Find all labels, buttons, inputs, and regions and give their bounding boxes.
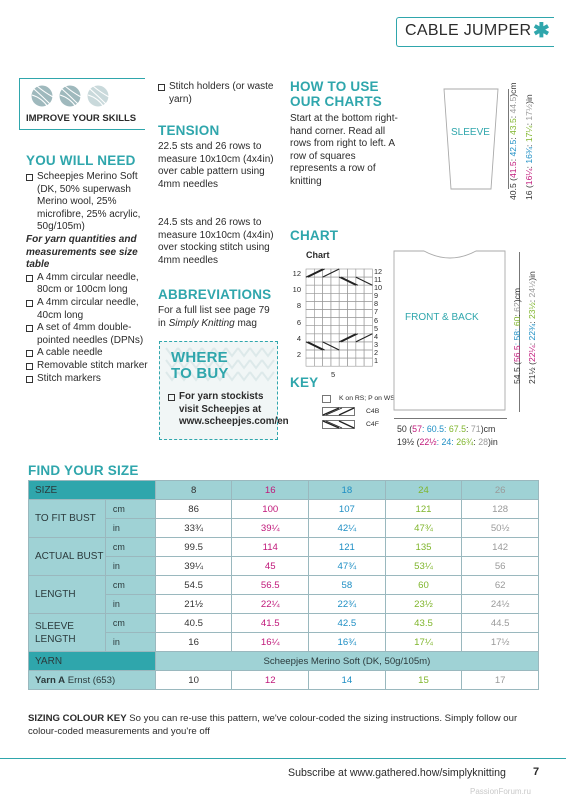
find-your-size-heading: FIND YOUR SIZE: [28, 463, 139, 478]
table-row: [29, 595, 539, 614]
yarn-value: Scheepjes Merino Soft (DK, 50g/105m): [155, 652, 538, 671]
list-item: A 4mm circular needle, 80cm or 100cm long: [26, 272, 153, 297]
chart-cell: [323, 318, 331, 326]
table-cell: 43.5: [385, 614, 462, 633]
chart-cell: [306, 334, 314, 342]
table-row: [29, 576, 539, 595]
unit-label: in: [105, 595, 155, 614]
chart-cell: [331, 326, 339, 334]
how-to-use-text: Start at the bottom right-hand corner. Read all rows from right to left. A row of squares represents a row of knitting: [290, 113, 398, 187]
row-number: 8: [296, 301, 301, 311]
size-table: [28, 480, 539, 690]
table-cell: 17½: [462, 633, 539, 652]
chart-cell: [306, 285, 314, 293]
skills-label: IMPROVE YOUR SKILLS: [26, 113, 137, 124]
table-cell: 56.5: [232, 576, 309, 595]
table-cell: 86: [155, 500, 232, 519]
cable-back-icon: [322, 407, 356, 416]
chart-cell: [323, 358, 331, 366]
checkbox-icon: [26, 300, 33, 307]
body-width-cm: 50 (57: 60.5: 67.5: 71)cm: [397, 424, 496, 434]
key-item: C4B: [322, 407, 402, 420]
sleeve-measurement-cm: 40.5 (41.5: 42.5: 43.5: 44.5)cm: [508, 82, 518, 200]
table-cell: 58: [309, 576, 386, 595]
stitch-holders-item: Stitch holders (or waste yarn): [158, 81, 284, 106]
chart-cell: [306, 326, 314, 334]
chart-cell: [364, 326, 372, 334]
chart-cell: [323, 285, 331, 293]
you-will-need-heading: YOU WILL NEED: [26, 153, 136, 168]
chart-cell: [339, 342, 347, 350]
header-bar: [396, 17, 554, 47]
row-number: 6: [296, 317, 301, 327]
chart-cell: [364, 342, 372, 350]
sleeve-label: SLEEVE: [451, 127, 490, 138]
table-cell: 135: [385, 538, 462, 557]
table-cell: 44.5: [462, 614, 539, 633]
row-number: 6: [374, 315, 379, 325]
tension-text-1: 22.5 sts and 26 rows to measure 10x10cm (4x4in) over cable pattern using 4mm needles: [158, 141, 274, 190]
chart-cell: [356, 342, 364, 350]
size-cell: 8: [155, 481, 232, 500]
table-cell: 39¼: [232, 519, 309, 538]
chart-right-row-numbers: [374, 268, 386, 365]
table-cell: 16¼: [232, 633, 309, 652]
table-cell: 16: [155, 633, 232, 652]
watermark: PassionForum.ru: [470, 787, 531, 796]
chart-cell: [348, 342, 356, 350]
table-cell: 114: [232, 538, 309, 557]
chart-cell: [356, 310, 364, 318]
body-length-in: 21½ (22¼: 22¾: 23½: 24½)in: [527, 271, 537, 384]
unit-label: in: [105, 633, 155, 652]
table-cell: 107: [309, 500, 386, 519]
chart-cell: [314, 318, 322, 326]
list-item: A cable needle: [26, 347, 153, 360]
table-cell: 24½: [462, 595, 539, 614]
chart-cell: [323, 310, 331, 318]
table-cell: 62: [462, 576, 539, 595]
chart-cell: [306, 350, 314, 358]
chart-cell: [356, 318, 364, 326]
where-to-buy-box: [159, 341, 289, 440]
front-back-label: FRONT & BACK: [405, 312, 479, 323]
tension-heading: TENSION: [158, 123, 220, 138]
yarn-ball-icon: [59, 85, 81, 107]
sizing-colour-key: SIZING COLOUR KEY So you can re-use this pattern, we've colour-coded the sizing instructions. Simply follow our colour-coded measurements and you're off: [28, 713, 518, 737]
table-cell: 121: [385, 500, 462, 519]
table-cell: 99.5: [155, 538, 232, 557]
chart-cell: [356, 301, 364, 309]
yarn-balls-icon: [28, 84, 120, 108]
row-number: 3: [374, 339, 379, 349]
chart-cell: [356, 358, 364, 366]
row-number: 9: [374, 291, 379, 301]
body-length-cm: 54.5 (56.5: 58: 60: 62)cm: [512, 287, 522, 384]
chart-cell: [331, 318, 339, 326]
chart-heading: CHART: [290, 228, 339, 243]
unit-label: cm: [105, 614, 155, 633]
chart-cell: [331, 334, 339, 342]
list-item: Scheepjes Merino Soft (DK, 50% superwash Merino wool, 25% microfibre, 25% acrylic, 50g/105m): [26, 171, 153, 234]
table-cell: 16¾: [309, 633, 386, 652]
table-row: [29, 538, 539, 557]
table-cell: 45: [232, 557, 309, 576]
table-cell: 23½: [385, 595, 462, 614]
chart-cell: [331, 358, 339, 366]
table-row: [29, 481, 539, 500]
chart-cell: [339, 293, 347, 301]
chart-cell: [356, 326, 364, 334]
row-number: 5: [374, 323, 379, 333]
how-to-use-heading: HOW TO USE OUR CHARTS: [290, 79, 382, 109]
unit-label: in: [105, 519, 155, 538]
chart-stitch-number: 5: [331, 370, 336, 379]
chart-cell: [348, 358, 356, 366]
checkbox-icon: [168, 394, 175, 401]
chart-cell: [348, 350, 356, 358]
table-cell: 47¾: [385, 519, 462, 538]
checkbox-icon: [26, 363, 33, 370]
row-label: LENGTH: [29, 576, 106, 614]
table-cell: 10: [155, 671, 232, 690]
chart-cell: [331, 277, 339, 285]
table-cell: 128: [462, 500, 539, 519]
table-row: [29, 519, 539, 538]
chart-cell: [314, 277, 322, 285]
chart-cell: [323, 277, 331, 285]
yarn-label: YARN: [29, 652, 156, 671]
chart-cell: [323, 301, 331, 309]
row-number: 2: [374, 347, 379, 357]
chart-cell: [306, 318, 314, 326]
chart-cell: [348, 269, 356, 277]
table-cell: 14: [309, 671, 386, 690]
body-width-measure-line: [394, 418, 507, 419]
chart-cell: [348, 326, 356, 334]
row-label: SLEEVE LENGTH: [29, 614, 106, 652]
table-cell: 22¼: [232, 595, 309, 614]
chart-cell: [339, 326, 347, 334]
footer-subscribe: Subscribe at www.gathered.how/simplyknitting: [288, 767, 506, 779]
chart-cell: [348, 310, 356, 318]
chart-cell: [364, 310, 372, 318]
chart-cell: [314, 334, 322, 342]
table-cell: 42¼: [309, 519, 386, 538]
page-section-title: CABLE JUMPER: [405, 22, 532, 39]
table-cell: 53¼: [385, 557, 462, 576]
key-list: [322, 394, 402, 433]
abbreviations-text: For a full list see page 79 in Simply Knitting mag: [158, 305, 270, 329]
table-cell: 22¾: [309, 595, 386, 614]
list-item: A 4mm circular needle, 40cm long: [26, 297, 153, 322]
chart-cell: [348, 301, 356, 309]
chart-cell: [323, 334, 331, 342]
row-number: 12: [374, 267, 383, 276]
chart-cell: [331, 285, 339, 293]
footer-rule: [0, 758, 566, 759]
chart-left-row-numbers: [289, 269, 301, 366]
chart-cell: [364, 285, 372, 293]
chart-cell: [331, 301, 339, 309]
key-item: C4F: [322, 420, 402, 433]
chart-cell: [356, 350, 364, 358]
table-row: [29, 614, 539, 633]
you-will-need-list: [26, 171, 153, 385]
chart-cell: [364, 293, 372, 301]
front-back-schematic: [392, 247, 508, 413]
row-label: ACTUAL BUST: [29, 538, 106, 576]
body-width-in: 19½ (22½: 24: 26¾: 28)in: [397, 437, 498, 447]
table-row: [29, 652, 539, 671]
table-cell: 12: [232, 671, 309, 690]
size-cell: 24: [385, 481, 462, 500]
tension-text-2: 24.5 sts and 26 rows to measure 10x10cm (4x4in) over stocking stitch using 4mm needles: [158, 217, 274, 266]
yarn-note: For yarn quantities and measurements see size table: [26, 233, 138, 271]
chart-cell: [314, 358, 322, 366]
chart-cell: [331, 310, 339, 318]
yarn-ball-icon: [31, 85, 53, 107]
chart-cell: [364, 350, 372, 358]
chart-cell: [306, 301, 314, 309]
chart-cell: [314, 310, 322, 318]
page-number: 7: [533, 766, 540, 778]
chart-cell: [364, 358, 372, 366]
unit-label: cm: [105, 576, 155, 595]
row-number: 11: [374, 275, 382, 285]
asterisk-icon: ✱: [533, 20, 550, 42]
cable-front-icon: [322, 420, 356, 429]
chart-cell: [364, 301, 372, 309]
row-number: 2: [296, 349, 301, 359]
list-item: Stitch markers: [26, 373, 153, 386]
chart-cell: [339, 301, 347, 309]
list-item: A set of 4mm double-pointed needles (DPNs): [26, 322, 153, 347]
chart-cell: [323, 326, 331, 334]
chart-cell: [323, 350, 331, 358]
row-number: 10: [374, 283, 383, 293]
cable-chart-grid: [305, 268, 375, 368]
table-cell: 41.5: [232, 614, 309, 633]
table-cell: 33¾: [155, 519, 232, 538]
list-item: Removable stitch marker: [26, 360, 153, 373]
key-item: K on RS; P on WS: [322, 394, 402, 407]
table-cell: 100: [232, 500, 309, 519]
table-cell: 60: [385, 576, 462, 595]
table-cell: 142: [462, 538, 539, 557]
table-cell: 40.5: [155, 614, 232, 633]
chart-cell: [314, 301, 322, 309]
table-row: [29, 633, 539, 652]
checkbox-icon: [26, 376, 33, 383]
chart-cell: [339, 318, 347, 326]
table-cell: 50½: [462, 519, 539, 538]
chart-cell: [306, 358, 314, 366]
table-cell: 15: [385, 671, 462, 690]
skills-box: [19, 78, 145, 130]
chart-cell: [356, 269, 364, 277]
row-number: 12: [292, 269, 301, 278]
table-row: [29, 557, 539, 576]
row-number: 4: [374, 331, 379, 341]
row-number: 8: [374, 299, 379, 309]
chart-cell: [314, 350, 322, 358]
checkbox-icon: [26, 275, 33, 282]
checkbox-icon: [26, 325, 33, 332]
chart-cell: [348, 318, 356, 326]
chart-cell: [323, 293, 331, 301]
row-label: TO FIT BUST: [29, 500, 106, 538]
table-cell: 42.5: [309, 614, 386, 633]
chart-cell: [314, 326, 322, 334]
blank-square-icon: [322, 395, 331, 403]
checkbox-icon: [26, 174, 33, 181]
chart-cell: [364, 269, 372, 277]
table-cell: 121: [309, 538, 386, 557]
size-cell: 16: [232, 481, 309, 500]
row-number: 1: [374, 356, 379, 366]
chart-cell: [331, 293, 339, 301]
size-cell: 18: [309, 481, 386, 500]
table-row: [29, 500, 539, 519]
row-number: 4: [296, 333, 301, 343]
chart-cell: [339, 310, 347, 318]
chart-cell: [314, 285, 322, 293]
key-heading: KEY: [290, 375, 319, 390]
chart-cell: [339, 285, 347, 293]
yarn-ball-icon: [87, 85, 109, 107]
table-cell: 17: [462, 671, 539, 690]
row-number: 10: [292, 285, 301, 295]
chart-cell: [339, 358, 347, 366]
table-cell: 56: [462, 557, 539, 576]
table-row: [29, 671, 539, 690]
unit-label: in: [105, 557, 155, 576]
abbreviations-heading: ABBREVIATIONS: [158, 287, 272, 302]
table-cell: 47¾: [309, 557, 386, 576]
unit-label: cm: [105, 538, 155, 557]
chart-cell: [356, 293, 364, 301]
chart-cell: [306, 277, 314, 285]
table-cell: 17¼: [385, 633, 462, 652]
where-to-buy-item: For yarn stockists visit Scheepjes at www.scheepjes.com/en: [168, 391, 284, 429]
unit-label: cm: [105, 500, 155, 519]
chart-cell: [314, 293, 322, 301]
chart-title: Chart: [306, 250, 330, 260]
chart-cell: [306, 310, 314, 318]
table-cell: 54.5: [155, 576, 232, 595]
sleeve-measurement-in: 16 (16¼: 16¾: 17¼: 17½)in: [524, 94, 534, 200]
size-label: SIZE: [29, 481, 156, 500]
chart-cell: [339, 269, 347, 277]
where-to-buy-heading: WHERE TO BUY: [171, 349, 229, 382]
chart-cell: [339, 350, 347, 358]
row-number: 7: [374, 307, 379, 317]
size-cell: 26: [462, 481, 539, 500]
chart-cell: [331, 350, 339, 358]
chart-cell: [364, 318, 372, 326]
yarn-a-label-cell: Yarn A Ernst (653): [29, 671, 156, 690]
chart-cell: [306, 293, 314, 301]
chart-cell: [356, 285, 364, 293]
checkbox-icon: [26, 350, 33, 357]
chart-cell: [348, 293, 356, 301]
chart-cell: [348, 285, 356, 293]
table-cell: 39¼: [155, 557, 232, 576]
checkbox-icon: [158, 84, 165, 91]
table-cell: 21½: [155, 595, 232, 614]
